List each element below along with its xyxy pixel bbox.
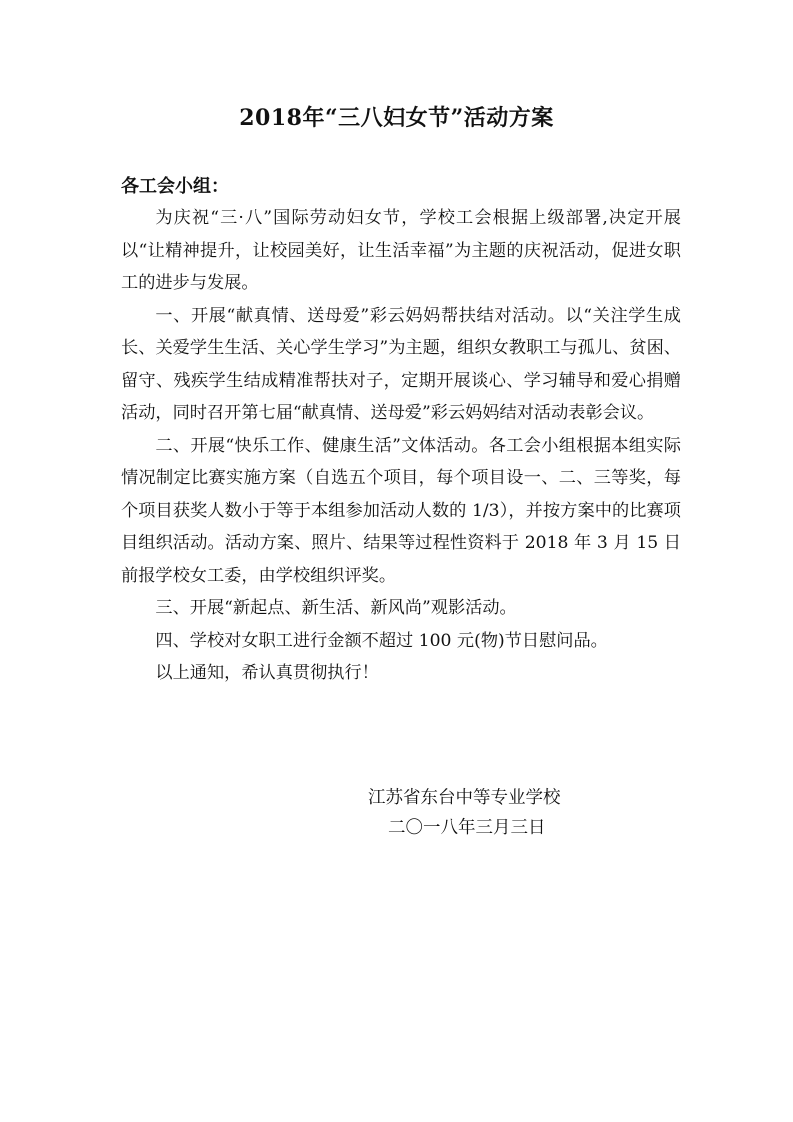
paragraph-item-2: 二、开展“快乐工作、健康生活”文体活动。各工会小组根据本组实际情况制定比赛实施方案（自选五个项目，每个项目设一、二、三等奖，每个项目获奖人数小于等于本组参加活动人数的 1/3），并按方案中的比赛项目组织活动。活动方案、照片、结果等过程性资料于 2018 年 3 月 15 日前报学校女工委，由学校组织评奖。 (121, 435, 681, 586)
paragraph-closing: 以上通知，希认真贯彻执行！ (155, 663, 379, 683)
document-body (121, 202, 681, 690)
paragraph-intro: 为庆祝“三·八”国际劳动妇女节，学校工会根据上级部署,决定开展以“让精神提升，让校园美好，让生活幸福”为主题的庆祝活动，促进女职工的进步与发展。 (121, 208, 681, 293)
paragraph-item-4: 四、学校对女职工进行金额不超过 100 元(物)节日慰问品。 (155, 630, 608, 651)
paragraph-item-3: 三、开展“新起点、新生活、新风尚”观影活动。 (155, 598, 517, 618)
signature-organization: 江苏省东台中等专业学校 (368, 788, 561, 808)
salutation: 各工会小组： (121, 176, 229, 197)
signature-date: 二〇一八年三月三日 (388, 818, 546, 838)
document-title: 2018年“三八妇女节”活动方案 (239, 105, 554, 131)
signature-block (368, 783, 561, 843)
paragraph-item-1: 一、开展“献真情、送母爱”彩云妈妈帮扶结对活动。以“关注学生成长、关爱学生生活、关心学生学习”为主题，组织女教职工与孤儿、贫困、留守、残疾学生结成精准帮扶对子，定期开展谈心、学习辅导和爱心捐赠活动，同时召开第七届“献真情、送母爱”彩云妈妈结对活动表彰会议。 (121, 305, 681, 423)
